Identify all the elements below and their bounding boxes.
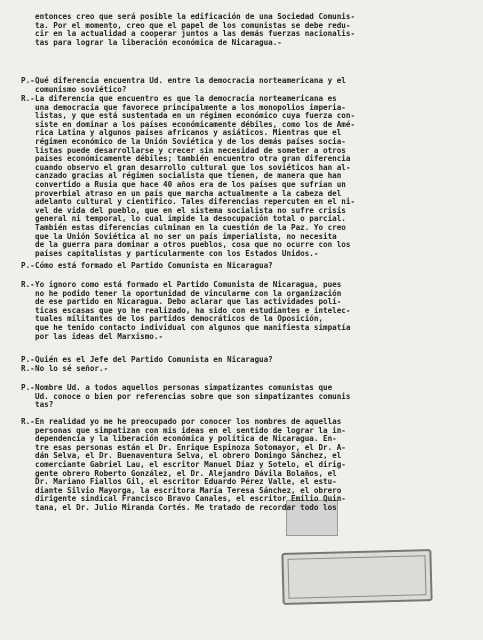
text-line: personas que simpatizan con mis ideas en el sentido de lograr la in- bbox=[35, 425, 346, 435]
text-line: Cómo está formado el Partido Comunista en Nicaragua? bbox=[35, 261, 273, 270]
text-line: régimen económico de la Unión Soviética y de los demás países socia- bbox=[35, 137, 346, 146]
text-line: adelanto cultural y científico. Tales diferencias repercuten en el ni- bbox=[35, 197, 356, 207]
paragraph-label: P.- bbox=[21, 383, 35, 392]
text-line: cuando observo el gran desarrollo cultural que los soviéticos han al- bbox=[35, 162, 351, 172]
text-line: También estas diferencias culminan en la cuestión de la Paz. Yo creo bbox=[35, 223, 346, 232]
text-line: dependencia y la liberación económica y política de Nicaragua. En- bbox=[35, 434, 337, 444]
text-line: rica Latina y algunos países africanos y asiáticos. Mientras que el bbox=[35, 128, 342, 138]
text-line: que he tenido contacto individual con algunos que manifiesta simpatía bbox=[35, 323, 351, 332]
paragraph-label: R.- bbox=[21, 280, 35, 289]
text-line: entonces creo que será posible la edificación de una Sociedad Comunis- bbox=[35, 12, 356, 21]
text-line: diante Silvio Mayorga, la escritora María Teresa Sánchez, el obrero bbox=[35, 485, 342, 495]
text-line: de ese partido en Nicaragua. Debo aclarar que las actividades polí- bbox=[35, 297, 342, 307]
text-line: comerciante Gabriel Lau, el escritor Manuel Díaz y Sotelo, el dirig- bbox=[35, 460, 346, 469]
text-line: dirigente sindical Francisco Bravo Canales, el escritor Emilio Quin- bbox=[35, 494, 346, 504]
text-line: Nombre Ud. a todos aquellos personas simpatizantes comunistas que bbox=[35, 383, 333, 392]
text-line: tas? bbox=[35, 400, 54, 410]
text-line: ticas escasas que yo he realizado, ha sido con estudiantes e intelec- bbox=[35, 305, 351, 315]
text-line: no he podido tener la oportunidad de vincularme con la organización bbox=[35, 288, 342, 298]
paragraph-label: P.- bbox=[21, 355, 35, 364]
text-line: tuales militantes de los partidos democráticos de la Oposición, bbox=[35, 314, 324, 324]
text-line: por las ideas del Marxismo.- bbox=[35, 331, 164, 341]
text-line: que la Unión Soviética al no ser un país imperialista, no necesita bbox=[35, 231, 337, 241]
text-line: tana, el Dr. Julio Miranda Cortés. Me tratado de recordar todo los bbox=[35, 503, 337, 512]
text-line: cir en la actualidad a cooperar juntos a las demás fuerzas nacionalis- bbox=[35, 29, 356, 39]
text-line: ta. Por el momento, creo que el papel de los comunistas se debe redu- bbox=[35, 20, 351, 30]
text-line: siste en dominar a los países económicamente débiles, como los de Amé- bbox=[35, 119, 356, 129]
text-line: países económicamente débiles; también encuentro otra gran diferencia bbox=[35, 154, 351, 164]
text-line: comunismo soviético? bbox=[35, 84, 127, 94]
text-line: listas, y que está sustentada en un régimen económico cuya fuerza con- bbox=[35, 111, 356, 121]
paragraph-label: P.- bbox=[21, 261, 35, 270]
text-line: Quién es el Jefe del Partido Comunista en Nicaragua? bbox=[35, 355, 273, 364]
text-line: No lo sé señor.- bbox=[35, 364, 109, 373]
paragraph-label: R.- bbox=[21, 417, 35, 426]
text-line: Qué diferencia encuentra Ud. entre la democracia norteamericana y el bbox=[35, 76, 346, 85]
text-line: listas puede desarrollarse y crecer sin necesidad de someter a otros bbox=[35, 145, 346, 155]
text-line: gente obrero Roberto González, el Dr. Alejandro Dávila Bolaños, el bbox=[35, 468, 337, 478]
text-line: tre esas personas están el Dr. Enrique Espinoza Sotomayor, el Dr. A- bbox=[35, 442, 346, 452]
text-line: convertido a Rusia que hace 40 años era de los países que sufrían un bbox=[35, 180, 346, 189]
text-line: canzado gracias al régimen socialista que tienen, de manera que han bbox=[35, 171, 342, 181]
official-stamp bbox=[281, 549, 432, 605]
text-line: general ni temporal, lo cual impide la desocupación total o parcial. bbox=[35, 214, 346, 224]
text-line: tas para lograr la liberación económica de Nicaragua.- bbox=[35, 37, 282, 47]
text-line: proverbial atraso en un país que marcha actualmente a la cabeza del bbox=[35, 188, 342, 198]
text-line: una democracia que favorece principalmente a los monopolios imperia- bbox=[35, 102, 346, 112]
text-line: vel de vida del pueblo, que en el sistema socialista no sufre crisis bbox=[35, 205, 346, 215]
text-line: dán Selva, el Dr. Buenaventura Selva, el obrero Domingo Sánchez, el bbox=[35, 451, 342, 461]
paragraph-label: P.- bbox=[21, 76, 35, 85]
text-line: Ud. conoce o bien por referencias sobre que son simpatizantes comunis bbox=[35, 391, 351, 401]
text-line: países capitalistas y particularmente con los Estados Unidos.- bbox=[35, 248, 319, 258]
text-line: Yo ignoro como está formado el Partido Comunista de Nicaragua, pues bbox=[35, 280, 342, 289]
paragraph-label: R.- bbox=[21, 94, 35, 103]
text-line: Dr. Mariano Fiallos Gil, el escritor Eduardo Pérez Valle, el estu- bbox=[35, 477, 337, 487]
text-line: La diferencia que encuentro es que la democracia norteamericana es bbox=[35, 94, 337, 103]
text-line: En realidad yo me he preocupado por conocer los nombres de aquellas bbox=[35, 417, 342, 426]
paragraph-label: R.- bbox=[21, 364, 35, 373]
text-line: de la guerra para dominar a otros pueblos, cosa que no ocurre con los bbox=[35, 240, 351, 250]
